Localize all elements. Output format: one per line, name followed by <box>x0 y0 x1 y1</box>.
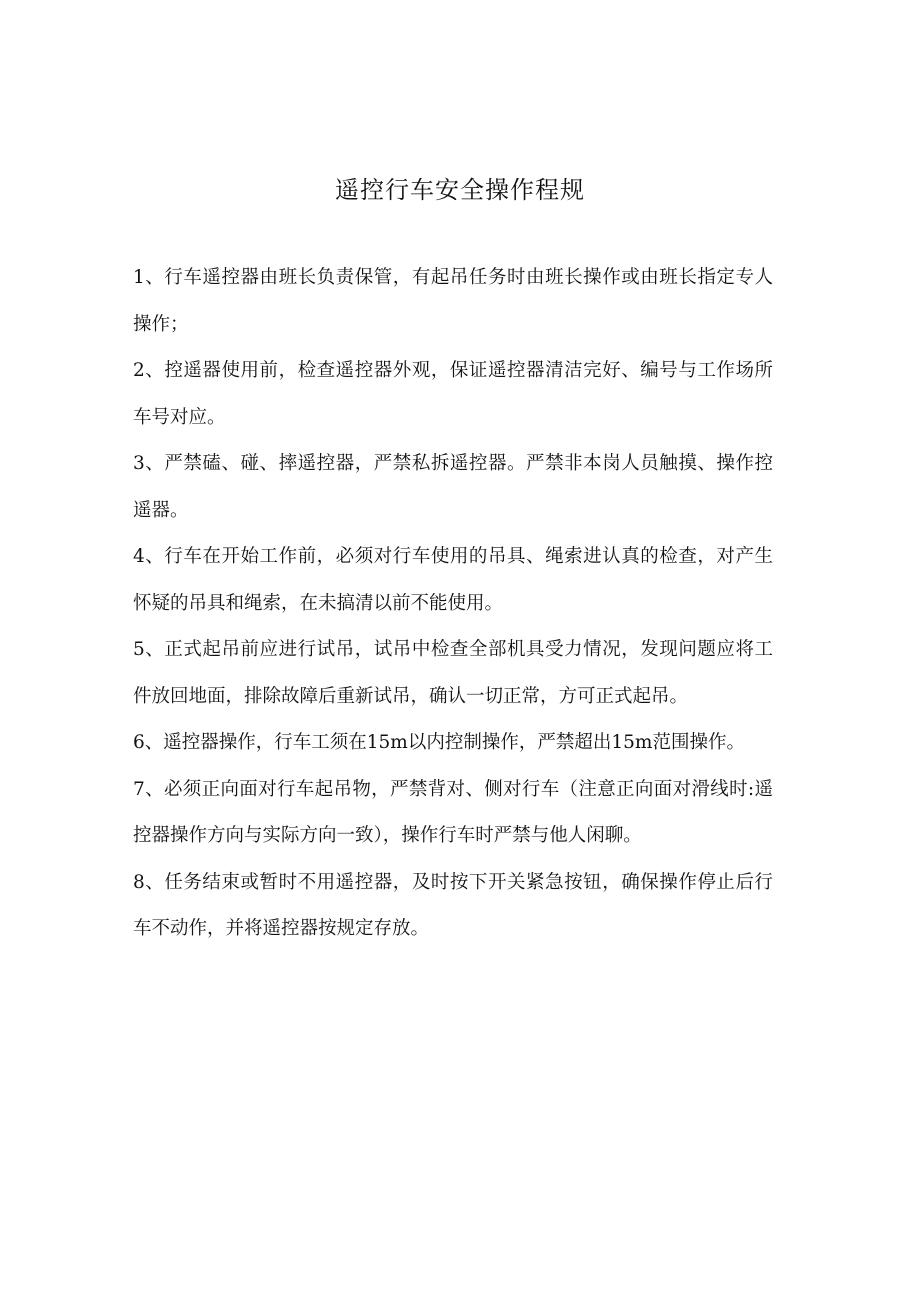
rule-item-4: 4、行车在开始工作前，必须对行车使用的吊具、绳索进认真的检查，对产生怀疑的吊具和绳索，在未搞清以前不能使用。 <box>133 546 773 614</box>
rule-item-6: 6、遥控器操作，行车工须在15m以内控制操作，严禁超出15m范围操作。 <box>133 732 745 753</box>
rule-item-7: 7、必须正向面对行车起吊物，严禁背对、侧对行车（注意正向面对滑线时:遥控器操作方向与实际方向一致），操作行车时严禁与他人闲聊。 <box>133 778 773 846</box>
rule-item-1: 1、行车遥控器由班长负责保管，有起吊任务时由班长操作或由班长指定专人操作； <box>133 267 773 335</box>
rule-item-2: 2、控遥器使用前，检查遥控器外观，保证遥控器清洁完好、编号与工作场所车号对应。 <box>133 360 773 428</box>
rule-item-3: 3、严禁磕、碰、摔遥控器，严禁私拆遥控器。严禁非本岗人员触摸、操作控遥器。 <box>133 453 773 521</box>
page-title: 遥控行车安全操作程规 <box>335 176 585 204</box>
rule-item-8: 8、任务结束或暂时不用遥控器，及时按下开关紧急按钮，确保操作停止后行车不动作，并将遥控器按规定存放。 <box>133 871 773 939</box>
rules-list <box>133 255 773 953</box>
rule-item-5: 5、正式起吊前应进行试吊，试吊中检查全部机具受力情况，发现问题应将工件放回地面，排除故障后重新试吊，确认一切正常，方可正式起吊。 <box>133 639 773 707</box>
